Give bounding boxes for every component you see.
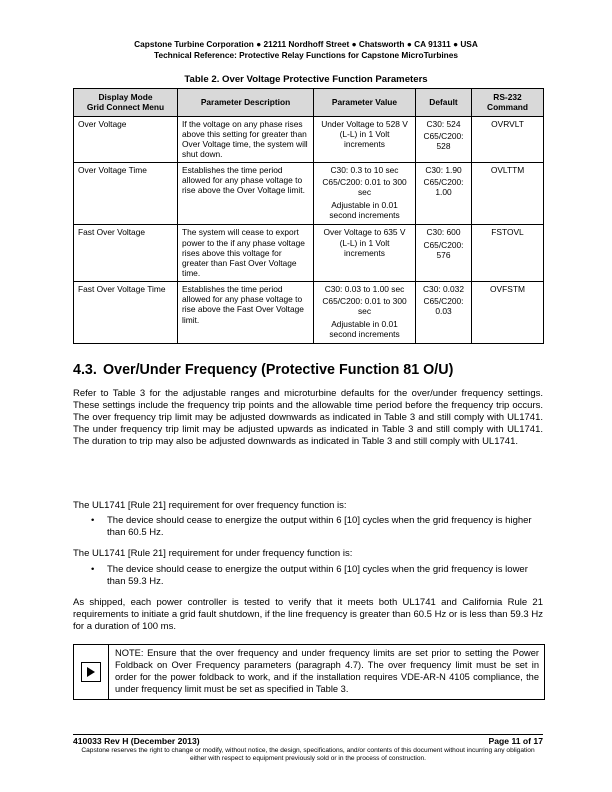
- cell-default: C30: 600 C65/C200: 576: [416, 225, 472, 281]
- intro-paragraph: Refer to Table 3 for the adjustable ranges and microturbine defaults for the over/under frequency settings. These settings include the frequency trip points and the allowable time period before the frequency trip occurs. The over frequency trip limit may be adjusted downwards as indicated in Table 3 and still comply with UL1741. The under frequency trip limit may be adjusted upwards as indicated in Table 3 and still comply with UL1741. The duration to trip may also be adjusted downwards as indicated in Table 3 and still comply with UL1741.: [73, 388, 543, 448]
- note-text: NOTE: Ensure that the over frequency and under frequency limits are set prior to setting the Power Foldback on Over Frequency parameters (paragraph 4.7). The over frequency limit must be set in order for the power foldback to work, and if the installation requires VDE-AR-N 4105 compliance, the under frequency limit must be set as specified in Table 3.: [115, 648, 539, 694]
- under-frequency-requirement: The UL1741 [Rule 21] requirement for under frequency function is:: [73, 548, 353, 559]
- bullet-icon: •: [91, 564, 95, 575]
- cell-default: C30: 1.90 C65/C200: 1.00: [416, 162, 472, 224]
- col-header-default: Default: [416, 89, 472, 117]
- col-header-value: Parameter Value: [314, 89, 416, 117]
- shipping-test-paragraph: As shipped, each power controller is tested to verify that it meets both UL1741 and California Rule 21 requirements to initiate a grid fault shutdown, if the line frequency is greater than 60.5 Hz or is less than 59.3 Hz for a duration of 100 ms.: [73, 597, 543, 633]
- cell-description: The system will cease to export power to the if any phase voltage rises above this voltage for greater than Fast Over Voltage time.: [178, 225, 314, 281]
- note-icon-cell: [74, 645, 109, 699]
- page-number: Page 11 of 17: [488, 736, 543, 746]
- document-title: Technical Reference: Protective Relay Functions for Capstone MicroTurbines: [154, 50, 458, 60]
- cell-default: C30: 0.032 C65/C200: 0.03: [416, 281, 472, 343]
- cell-value: Under Voltage to 528 V (L-L) in 1 Volt increments: [314, 116, 416, 162]
- note-box: [73, 644, 545, 700]
- cell-command: FSTOVL: [472, 225, 544, 281]
- list-item: • The device should cease to energize the output within 6 [10] cycles when the grid frequency is lower than 59.3 Hz.: [91, 564, 528, 588]
- table-caption: Table 2. Over Voltage Protective Function Parameters: [184, 74, 428, 85]
- over-voltage-parameters-table: [73, 88, 544, 344]
- cell-command: OVRVLT: [472, 116, 544, 162]
- cell-menu: Over Voltage: [74, 116, 178, 162]
- cell-value: C30: 0.3 to 10 sec C65/C200: 0.01 to 300 sec Adjustable in 0.01 second increments: [314, 162, 416, 224]
- table-row: [74, 116, 544, 162]
- cell-default: C30: 524 C65/C200: 528: [416, 116, 472, 162]
- cell-menu: Over Voltage Time: [74, 162, 178, 224]
- list-item: • The device should cease to energize the output within 6 [10] cycles when the grid frequency is higher than 60.5 Hz.: [91, 515, 532, 539]
- cell-description: Establishes the time period allowed for any phase voltage to rise above the Fast Over Voltage limit.: [178, 281, 314, 343]
- footer-disclaimer: Capstone reserves the right to change or modify, without notice, the design, specifications, and/or contents of this document without incurring any obligation either with respect to equipment previously sold or in the process of construction.: [81, 747, 535, 762]
- section-heading: [73, 362, 453, 378]
- play-arrow-icon: [81, 662, 101, 682]
- bullet-icon: •: [91, 515, 95, 526]
- cell-value: Over Voltage to 635 V (L-L) in 1 Volt increments: [314, 225, 416, 281]
- cell-menu: Fast Over Voltage Time: [74, 281, 178, 343]
- document-revision: 410033 Rev H (December 2013): [73, 736, 200, 746]
- cell-value: C30: 0.03 to 1.00 sec C65/C200: 0.01 to 300 sec Adjustable in 0.01 second increments: [314, 281, 416, 343]
- over-frequency-requirement: The UL1741 [Rule 21] requirement for over frequency function is:: [73, 500, 347, 511]
- cell-command: OVFSTM: [472, 281, 544, 343]
- table-row: [74, 225, 544, 281]
- col-header-command: RS-232 Command: [472, 89, 544, 117]
- page-header: [0, 39, 612, 61]
- col-header-menu: Display Mode Grid Connect Menu: [74, 89, 178, 117]
- table-row: [74, 162, 544, 224]
- col-header-description: Parameter Description: [178, 89, 314, 117]
- table-row: [74, 281, 544, 343]
- section-number: 4.3.: [73, 362, 97, 378]
- page-footer: [73, 734, 543, 763]
- company-address: Capstone Turbine Corporation ● 21211 Nordhoff Street ● Chatsworth ● CA 91311 ● USA: [134, 39, 478, 49]
- table-header-row: [74, 89, 544, 117]
- cell-description: Establishes the time period allowed for any phase voltage to rise above the Over Voltage limit.: [178, 162, 314, 224]
- section-title: Over/Under Frequency (Protective Function 81 O/U): [103, 362, 454, 378]
- cell-description: If the voltage on any phase rises above this setting for greater than Over Voltage time, the system will shut down.: [178, 116, 314, 162]
- cell-menu: Fast Over Voltage: [74, 225, 178, 281]
- cell-command: OVLTTM: [472, 162, 544, 224]
